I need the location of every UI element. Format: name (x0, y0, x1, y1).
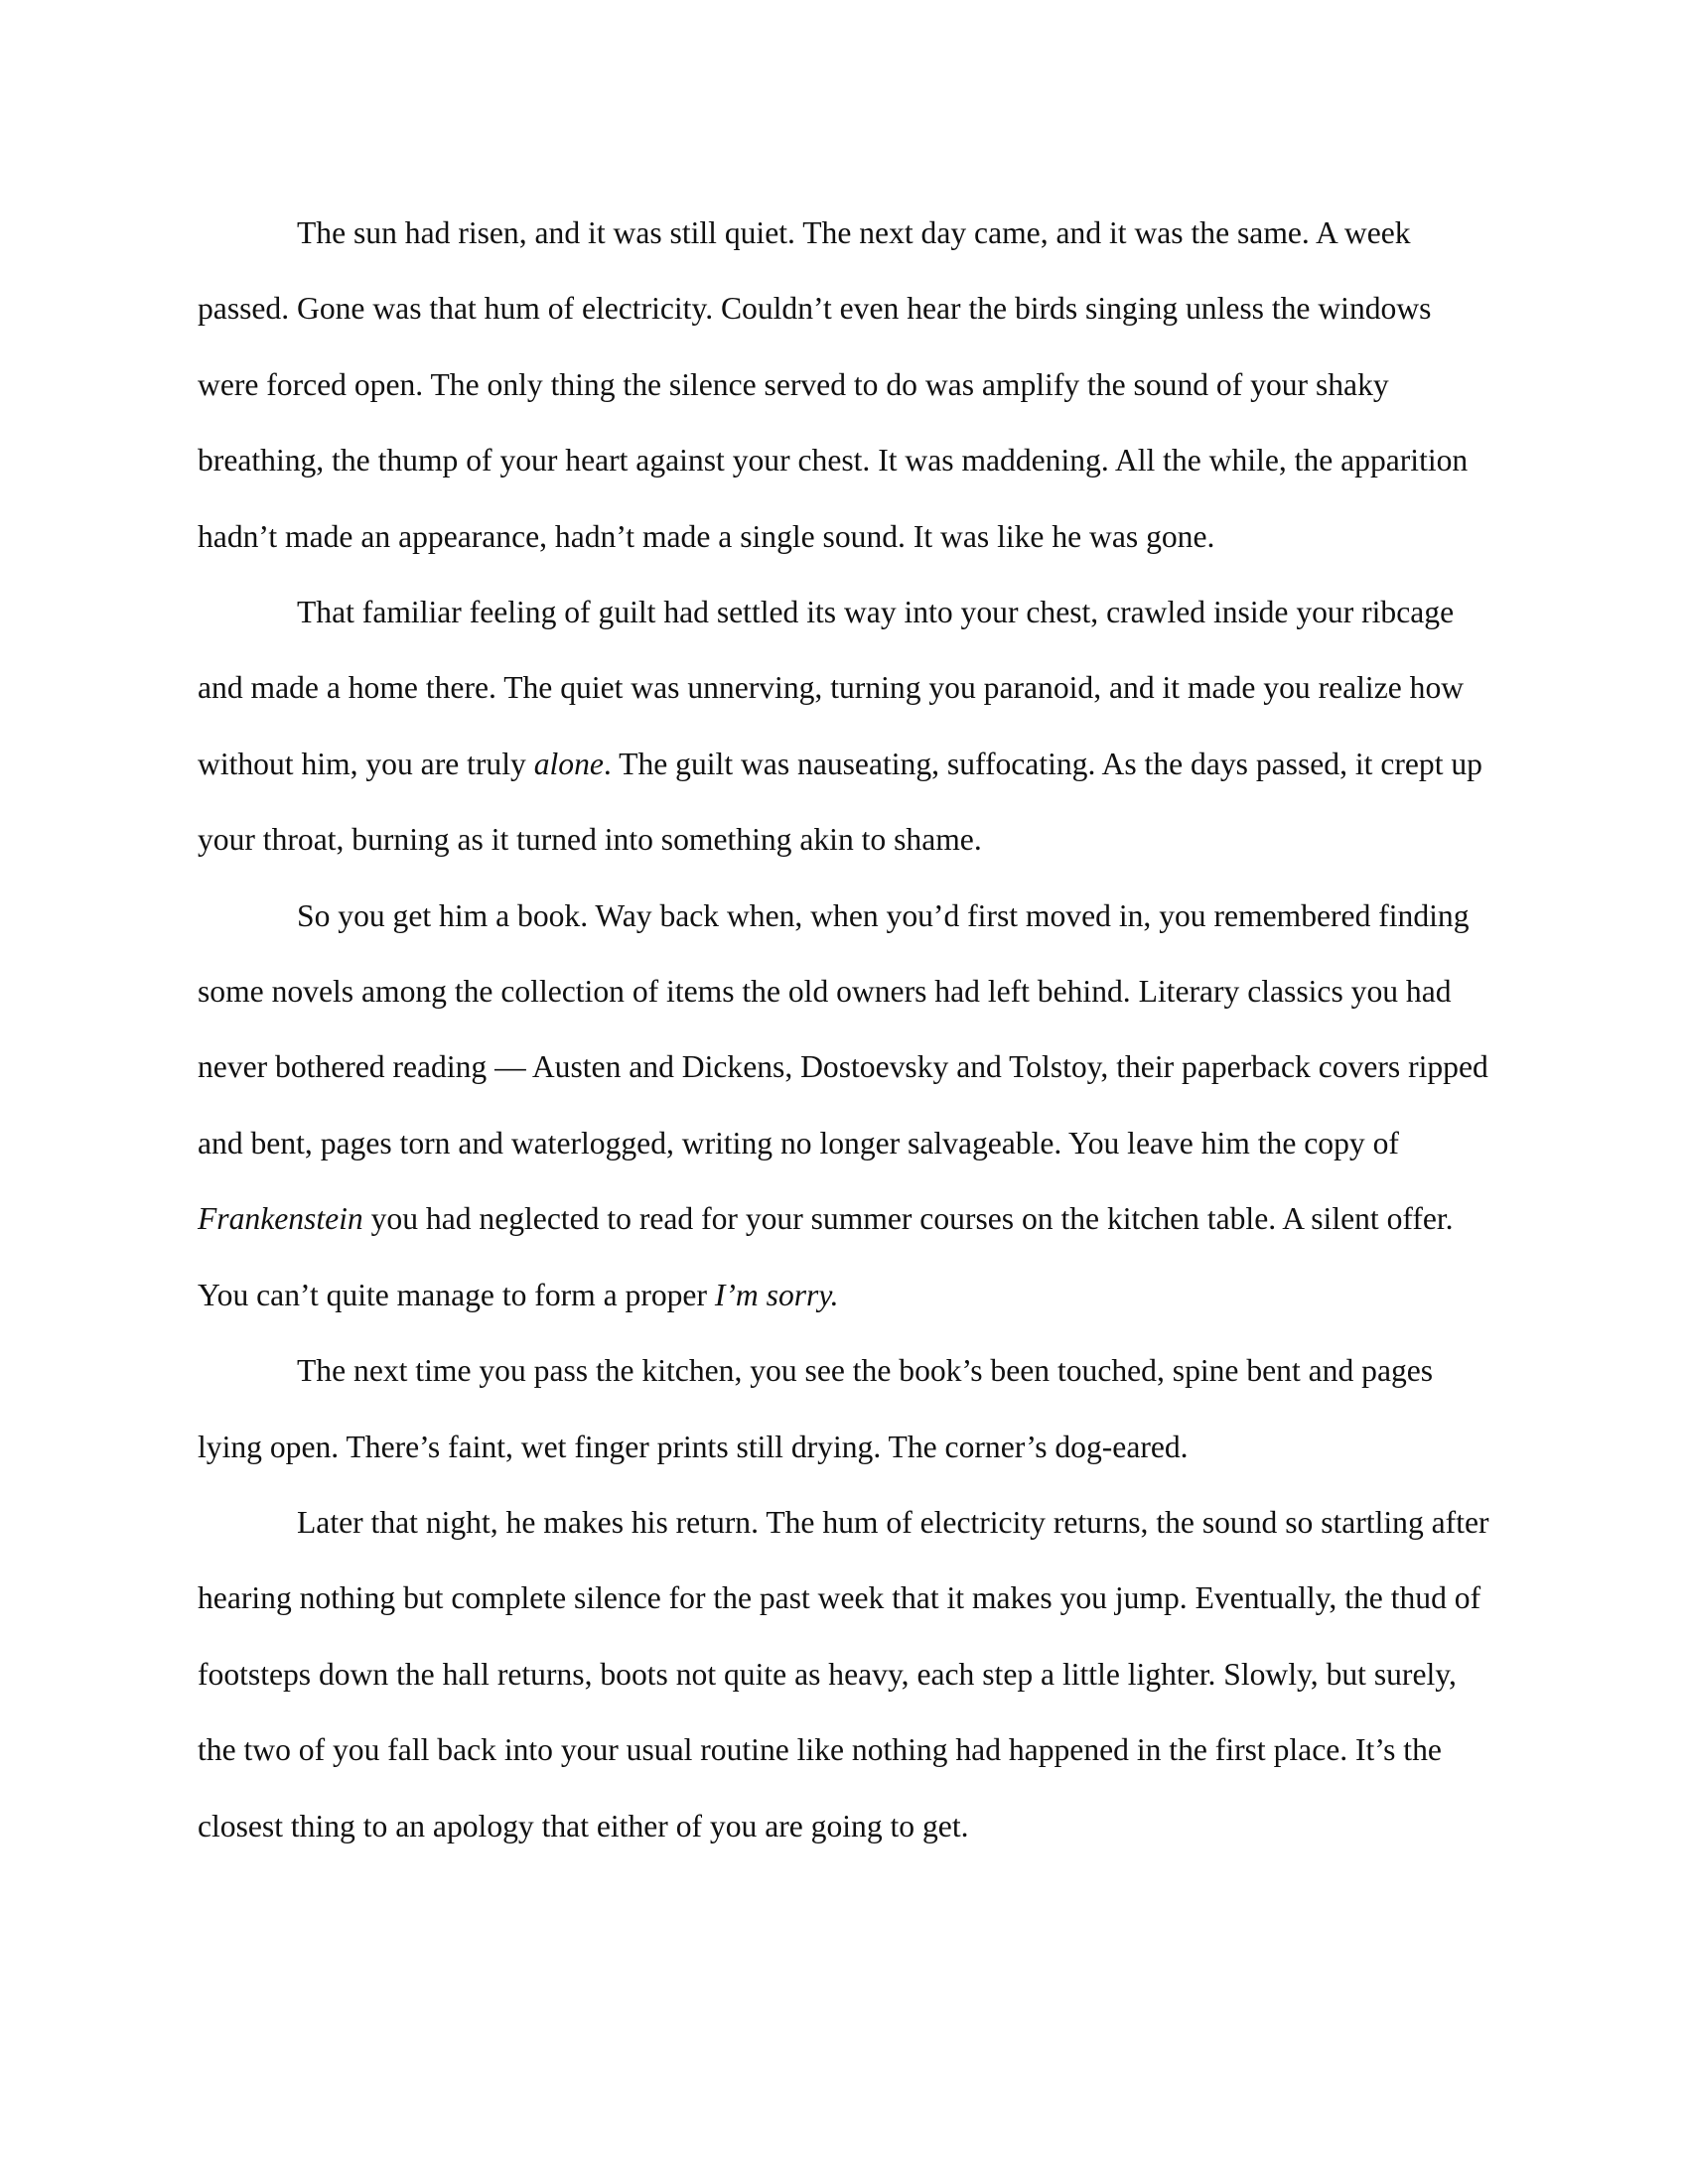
paragraph (198, 196, 1490, 575)
italic-text-segment: alone (533, 746, 604, 781)
text-segment: That familiar feeling of guilt had settled its way into your chest, crawled inside your ribcage and made a home there. The quiet was unnerving, turning you paranoid, and it made you realize how without him, you are truly (198, 595, 1465, 781)
text-segment: The next time you pass the kitchen, you see the book’s been touched, spine bent and pages lying open. There’s faint, wet finger prints still drying. The corner’s dog-eared. (198, 1353, 1434, 1464)
paragraph (198, 879, 1490, 1333)
body-text (198, 196, 1490, 1864)
paragraph (198, 575, 1490, 879)
text-segment: So you get him a book. Way back when, when you’d first moved in, you remembered finding some novels among the collection of items the old owners had left behind. Literary classics you had never bothered reading — Austen and Dickens, Dostoevsky and Tolstoy, their paperback covers ripped and bent, pages torn and waterlogged, writing no longer salvageable. You leave him the copy of (198, 897, 1488, 1160)
text-segment: Later that night, he makes his return. The hum of electricity returns, the sound so startling after hearing nothing but complete silence for the past week that it makes you jump. Eventually, the thud of footsteps down the hall returns, boots not quite as heavy, each step a little lighter. Slowly, but surely, the two of you fall back into your usual routine like nothing had happened in the first place. It’s the closest thing to an apology that either of you are going to get. (198, 1504, 1489, 1843)
italic-text-segment: Frankenstein (198, 1201, 363, 1237)
paragraph (198, 1485, 1490, 1864)
italic-text-segment: I’m sorry. (714, 1277, 839, 1312)
text-segment: . The guilt was nauseating, suffocating. As the days passed, it crept up your throat, burning as it turned into something akin to shame. (198, 746, 1482, 858)
text-segment: The sun had risen, and it was still quiet. The next day came, and it was the same. A week passed. Gone was that hum of electricity. Couldn’t even hear the birds singing unless the windows were forced open. The only thing the silence served to do was amplify the sound of your shaky breathing, the thump of your heart against your chest. It was maddening. All the while, the apparition hadn’t made an appearance, hadn’t made a single sound. It was like he was gone. (198, 215, 1469, 554)
text-segment: you had neglected to read for your summer courses on the kitchen table. A silent offer. You can’t quite manage to form a proper (198, 1201, 1454, 1312)
paragraph (198, 1333, 1490, 1485)
